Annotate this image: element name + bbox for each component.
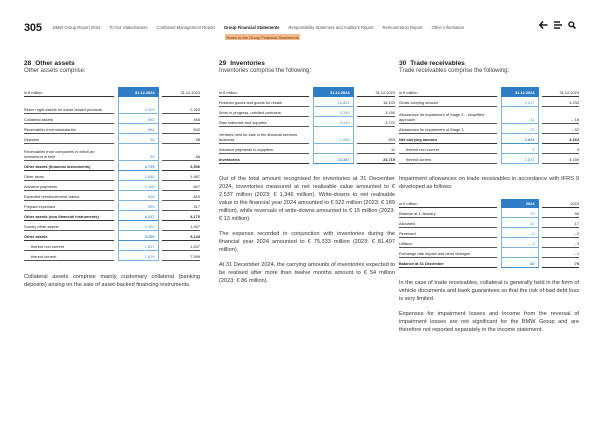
table-row [24,180,200,190]
paragraph: Out of the total amount recognised for inventories at 31 December 2024, inventories measured at net realisable value amounted to € 2,537 million (2023: € 1,346 million). Write-downs to net realisable value in the financial year 2024 amounted to € 522 million (2023: € 189 million), while reversals of write-downs amounted to € 15 million (2023: € 13 million). [219,175,395,222]
row-label: Deposits [24,133,114,143]
nav-item-bmw-group-report[interactable]: BMW Group Report 2024 [53,25,101,30]
column-header-current: 31.12.2024 [501,87,538,96]
table-row [24,250,200,260]
table-row [219,143,395,153]
table-row [219,153,395,163]
row-label: Other assets (financial instruments) [24,160,114,170]
value-current: 7,429 [118,250,158,260]
table-row [399,258,579,268]
table-row [24,200,200,210]
other-assets-table [24,87,200,261]
row-label: Work in progress, unbilled contracts [219,106,309,116]
value-prior: 9,133 [162,230,200,240]
value-current: 22 [501,218,538,228]
row-label: Net carrying amount [399,133,497,143]
value-prior: 16,103 [357,96,395,106]
value-current: 684 [118,123,158,133]
top-navigation [53,25,473,30]
value-current: 3 [501,143,538,153]
section-subtitle: Trade receivables comprise the following: [399,68,510,74]
row-label: thereof current [399,153,497,163]
value-current: 2,834 [501,133,538,143]
value-prior: 847 [162,180,200,190]
table-row [399,123,579,133]
table-row [399,96,579,106]
table-row [24,240,200,250]
value-current: 9,256 [118,230,158,240]
table-header-row [219,87,395,96]
value-current: 98 [118,133,158,143]
value-current: 555 [118,200,158,210]
table-row [24,143,200,160]
value-prior: 4,159 [542,153,579,163]
value-current: 2,000 [118,96,158,113]
table-row [24,96,200,113]
column-header-prior: 31.12.2023 [162,87,200,96]
value-current: 1,168 [118,180,158,190]
row-label: Return right assets for future leased products [24,96,114,113]
value-prior: – 52 [542,123,579,133]
value-current: 3,130 [313,106,353,116]
row-label: Reversed [399,228,497,238]
table-header-row [24,87,200,96]
section-subtitle: Inventories comprise the following: [219,68,312,74]
value-current: 2,831 [501,153,538,163]
section-trade-receivables [399,60,579,334]
subnav-notes[interactable]: Notes to the Group Financial Statements [226,34,299,40]
value-current: – 11 [501,106,538,123]
value-current: 24,387 [313,153,353,163]
value-prior: 55 [542,208,579,218]
table-row [399,133,579,143]
row-label: Expected reimbursement claims [24,190,114,200]
column-header-prior: 31.12.2023 [542,87,579,96]
paragraph: At 31 December 2024, the carrying amounts of inventories expected to be realised after more than twelve months amount to € 54 million (2023: € 86 million). [219,261,395,284]
table-row [24,210,200,220]
unit-header: in € million [399,87,497,96]
value-prior: – 2 [542,228,579,238]
value-prior: 455 [162,113,200,123]
value-current: 4,227 [118,210,158,220]
column-header-current: 2024 [501,199,538,208]
table-row [24,230,200,240]
value-prior: 68 [162,143,200,160]
unit-header: in € million [219,87,309,96]
impairment-allowances-table [399,199,579,269]
table-header-row [399,87,579,96]
row-label: Balance at 1 January [399,208,497,218]
value-prior: – 3 [542,238,579,248]
value-prior: – 18 [542,106,579,123]
paragraph: Impairment allowances on trade receivables in accordance with IFRS 9 developed as follows: [399,175,579,190]
table-row [24,123,200,133]
unit-header: in € million [399,199,497,208]
value-prior: 819 [162,190,200,200]
inventories-table [219,87,395,164]
search-icon[interactable] [568,21,576,29]
value-prior: 7,596 [162,250,200,260]
back-arrow-icon[interactable] [539,21,548,29]
value-current: 2,917 [501,96,538,106]
row-label: Receivables from subsidiaries [24,123,114,133]
value-prior: 2,263 [162,96,200,113]
value-current: 892 [118,113,158,123]
table-row [399,218,579,228]
value-prior: 4,162 [542,133,579,143]
nav-item-responsibility-statement[interactable]: Responsibility Statement and Auditor's Report [288,25,374,30]
value-current: – [313,143,353,153]
row-label: Other taxes [24,170,114,180]
page-number: 305 [24,22,42,34]
nav-item-other-information[interactable]: Other Information [431,25,465,30]
paragraph: Expenses for impairment losses and income from the reversal of impairment losses are not significant for the BMW Group and are therefore not reported separately in the income statement. [399,311,579,333]
value-current: – [501,248,538,258]
value-current: 1,096 [313,126,353,143]
table-row [399,228,579,238]
row-label: thereof non-current [399,143,497,153]
page-header [0,0,600,48]
table-row [399,153,579,163]
table-row [219,126,395,143]
row-label: Other assets (non-financial instruments) [24,210,114,220]
row-label: thereof non-current [24,240,114,250]
value-prior: 11 [357,143,395,153]
value-prior: 642 [162,123,200,133]
row-label: Allocated [399,218,497,228]
table-row [24,190,200,200]
menu-icon[interactable] [554,21,562,29]
value-current: 83 [501,258,538,268]
table-row [219,96,395,106]
column-header-current: 31.12.2024 [313,87,353,96]
value-current: – 3 [501,238,538,248]
value-current: 818 [118,190,158,200]
section-inventories [219,60,395,285]
table-header-row [399,199,579,208]
value-prior: 23,719 [357,153,395,163]
value-current: – 72 [501,123,538,133]
row-label: Vehicles held for sale in the financial services business [219,126,309,143]
table-row [24,113,200,123]
column-header-prior: 2023 [542,199,579,208]
row-label: Collateral assets [24,113,114,123]
value-current: 3,310 [313,116,353,126]
table-row [219,116,395,126]
row-label: Advance payments to suppliers [219,143,309,153]
column-header-current: 31.12.2024 [118,87,158,96]
unit-header: in € million [24,87,114,96]
value-prior: 3 [542,143,579,153]
section-title: 29 Inventories [219,60,265,67]
column-header-prior: 31.12.2023 [357,87,395,96]
section-title: 30 Trade receivables [399,60,465,67]
value-prior: 3,190 [357,106,395,116]
value-prior: 1,537 [162,240,200,250]
value-prior: 70 [542,258,579,268]
table-row [24,160,200,170]
row-label: Inventories [219,153,309,163]
paragraph: Collateral assets comprise mainly customary collateral (banking deposits) arising on the sale of asset-backed financing instruments. [24,273,200,288]
table-row [24,170,200,180]
value-prior: 3,506 [162,160,200,170]
row-label: Advance payments [24,180,114,190]
row-label: Exchange rate impact and other changes [399,248,497,258]
table-row [399,238,579,248]
row-label: Receivables from companies in which an investment is held [24,143,114,160]
paragraph: In the case of trade receivables, collateral is generally held in the form of vehicle documents and bank guarantees so that the risk of bad debt loss is very limited. [399,280,579,302]
value-prior: 98 [162,133,200,143]
value-prior: 1,987 [162,170,200,180]
value-prior: 517 [162,200,200,210]
value-current: 3,729 [118,160,158,170]
value-prior: 3,722 [357,116,395,126]
row-label: Raw materials and supplies [219,116,309,126]
value-current: 55 [118,143,158,160]
value-prior: 17 [542,218,579,228]
nav-item-combined-management-report[interactable]: Combined Management Report [156,25,215,30]
nav-item-to-our-stakeholders[interactable]: To Our Stakeholders [109,25,148,30]
section-title: 28 Other assets [24,60,75,67]
value-current: 70 [501,208,538,218]
table-row [399,106,579,123]
nav-item-remuneration-report[interactable]: Remuneration Report [382,25,423,30]
section-subtitle: Other assets comprise: [24,68,86,74]
trade-receivables-table [399,87,579,164]
nav-item-group-financial-statements[interactable]: Group Financial Statements [223,25,280,30]
table-row [399,143,579,153]
row-label: Finished goods and goods for resale [219,96,309,106]
row-label: Prepaid expenses [24,200,114,210]
paragraph: The expense recorded in conjunction with inventories during the financial year 2024 amounted to € 75,333 million (2023: € 81,497 million). [219,230,395,253]
row-label: Sundry other assets [24,220,114,230]
value-current: 1,300 [118,220,158,230]
table-row [219,106,395,116]
table-row [399,208,579,218]
row-label: thereof current [24,250,114,260]
row-label: Utilised [399,238,497,248]
row-label: Balance at 31 December [399,258,497,268]
table-row [24,133,200,143]
table-row [399,248,579,258]
row-label: Other assets [24,230,114,240]
value-current: 16,851 [313,96,353,106]
value-prior: 4,170 [162,210,200,220]
section-other-assets [24,60,200,289]
row-label: Allowances for impairment of Stage 2 – simplified approach [399,106,497,123]
table-row [24,220,200,230]
value-prior: 4,232 [542,96,579,106]
value-prior: – 1 [542,248,579,258]
value-prior: 693 [357,126,395,143]
value-current: 1,827 [118,240,158,250]
row-label: Gross carrying amount [399,96,497,106]
value-current: 1,686 [118,170,158,180]
value-prior: 1,457 [162,220,200,230]
value-current: – 6 [501,228,538,238]
row-label: Allowances for impairment of Stage 3 [399,123,497,133]
header-icons [539,21,576,29]
